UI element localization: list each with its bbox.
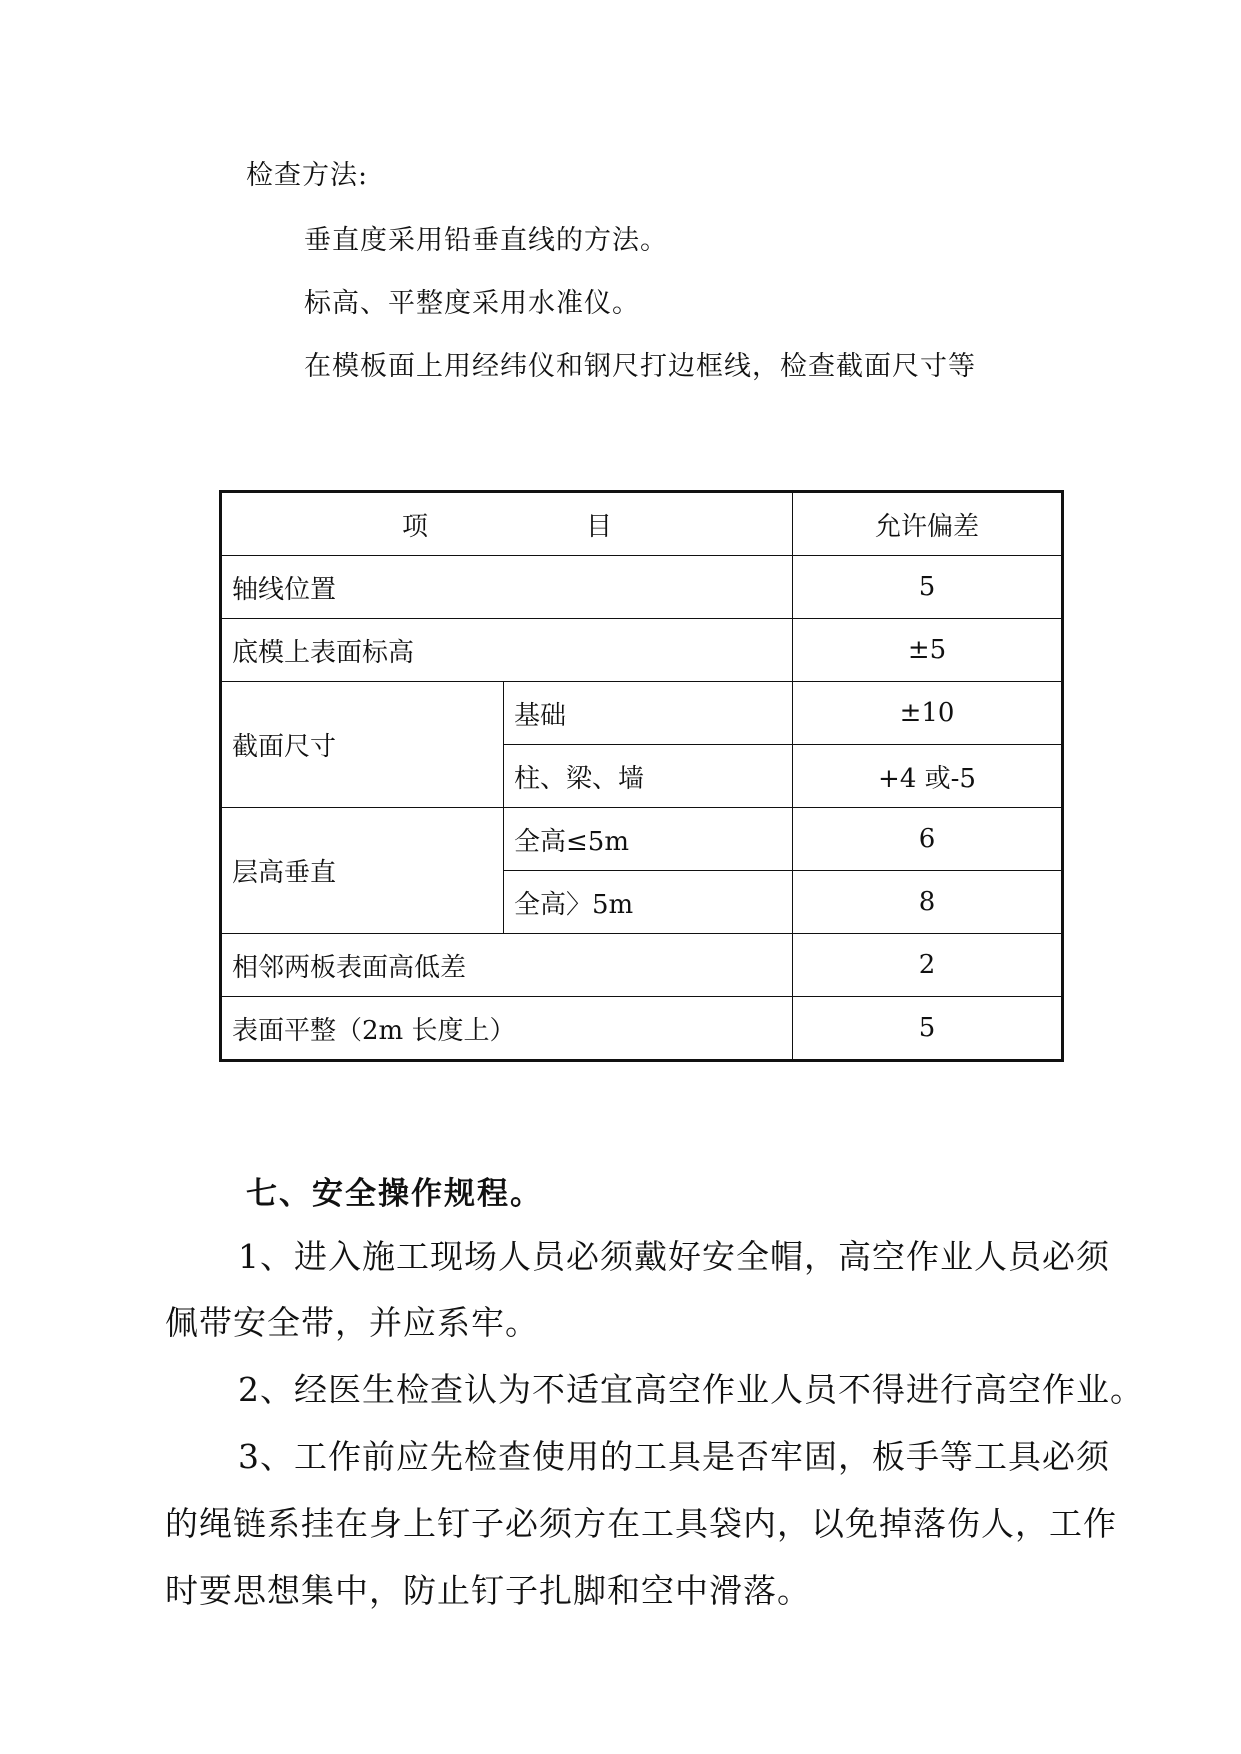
row-value: +4 或-5 [793, 745, 1063, 808]
row-value: ±5 [793, 619, 1063, 682]
safety-line: 3、工作前应先检查使用的工具是否牢固，板手等工具必须 [238, 1437, 1110, 1476]
row-value: 8 [793, 871, 1063, 934]
header-item-cell [221, 492, 793, 556]
row-item: 底模上表面标高 [221, 619, 793, 682]
safety-line: 时要思想集中，防止钉子扎脚和空中滑落。 [165, 1571, 811, 1610]
table-row [221, 997, 1063, 1061]
table-row [221, 808, 1063, 871]
inspection-title: 检查方法: [246, 160, 369, 191]
row-value: 5 [793, 997, 1063, 1061]
safety-line: 的绳链系挂在身上钉子必须方在工具袋内，以免掉落伤人，工作 [165, 1504, 1117, 1543]
row-value: 6 [793, 808, 1063, 871]
row-sub-item: 柱、梁、墙 [504, 745, 793, 808]
row-sub-item: 基础 [504, 682, 793, 745]
safety-line: 佩带安全带，并应系牢。 [165, 1303, 539, 1342]
inspection-line: 垂直度采用铅垂直线的方法。 [304, 225, 668, 256]
table-row [221, 619, 1063, 682]
inspection-line: 标高、平整度采用水准仪。 [304, 288, 640, 319]
row-value: 2 [793, 934, 1063, 997]
safety-line: 1、进入施工现场人员必须戴好安全帽，高空作业人员必须 [238, 1237, 1110, 1276]
row-sub-item: 全高≤5m [504, 808, 793, 871]
header-item-left: 项 [402, 511, 429, 542]
safety-heading: 七、安全操作规程。 [246, 1176, 543, 1212]
table-row [221, 556, 1063, 619]
tolerance-table [219, 490, 1064, 1062]
row-value: ±10 [793, 682, 1063, 745]
table-row [221, 934, 1063, 997]
safety-line: 2、经医生检查认为不适宜高空作业人员不得进行高空作业。 [238, 1370, 1144, 1409]
row-sub-item: 全高〉5m [504, 871, 793, 934]
table-header-row [221, 492, 1063, 556]
row-value: 5 [793, 556, 1063, 619]
table-row [221, 682, 1063, 745]
row-group: 层高垂直 [221, 808, 504, 934]
row-item: 表面平整（2m 长度上） [221, 997, 793, 1061]
row-item: 相邻两板表面高低差 [221, 934, 793, 997]
header-tolerance: 允许偏差 [793, 492, 1063, 556]
row-group: 截面尺寸 [221, 682, 504, 808]
inspection-line: 在模板面上用经纬仪和钢尺打边框线，检查截面尺寸等 [304, 351, 976, 382]
header-item-right: 目 [585, 511, 612, 542]
row-item: 轴线位置 [221, 556, 793, 619]
